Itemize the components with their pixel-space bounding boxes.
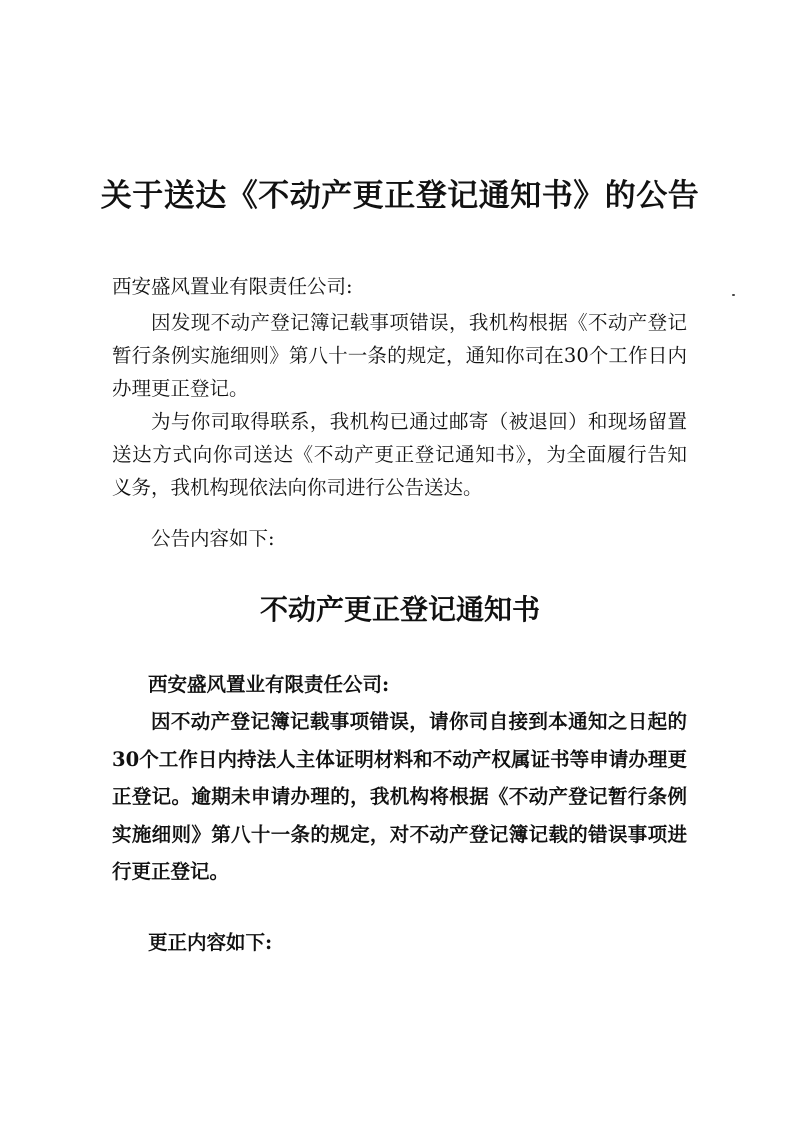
correction-label: 更正内容如下: [148,931,273,954]
announcement-paragraph: 为与你司取得联系，我机构已通过邮寄（被退回）和现场留置送达方式向你司送达《不动产更正登记通知书》，为全面履行告知义务，我机构现依法向你司进行公告送达。 [112,410,687,499]
announcement-paragraph: 公告内容如下: [151,527,275,550]
notice-body: 因不动产登记簿记载事项错误，请你司自接到本通知之日起的30个工作日内持法人主体证明材料和不动产权属证书等申请办理更正登记。逾期未申请办理的，我机构将根据《不动产登记暂行条例实施细则》第八十一条的规定，对不动产登记簿记载的错误事项进行更正登记。 [112,710,687,883]
announcement-addressee: 西安盛风置业有限责任公司: [112,275,353,298]
notice-addressee: 西安盛风置业有限责任公司: [148,673,390,696]
announcement-title: 关于送达《不动产更正登记通知书》的公告 [100,178,700,214]
scan-speck [732,294,735,296]
announcement-paragraph: 因发现不动产登记簿记载事项错误，我机构根据《不动产登记暂行条例实施细则》第八十一条的规定，通知你司在30个工作日内办理更正登记。 [112,311,687,400]
notice-title: 不动产更正登记通知书 [259,593,540,626]
